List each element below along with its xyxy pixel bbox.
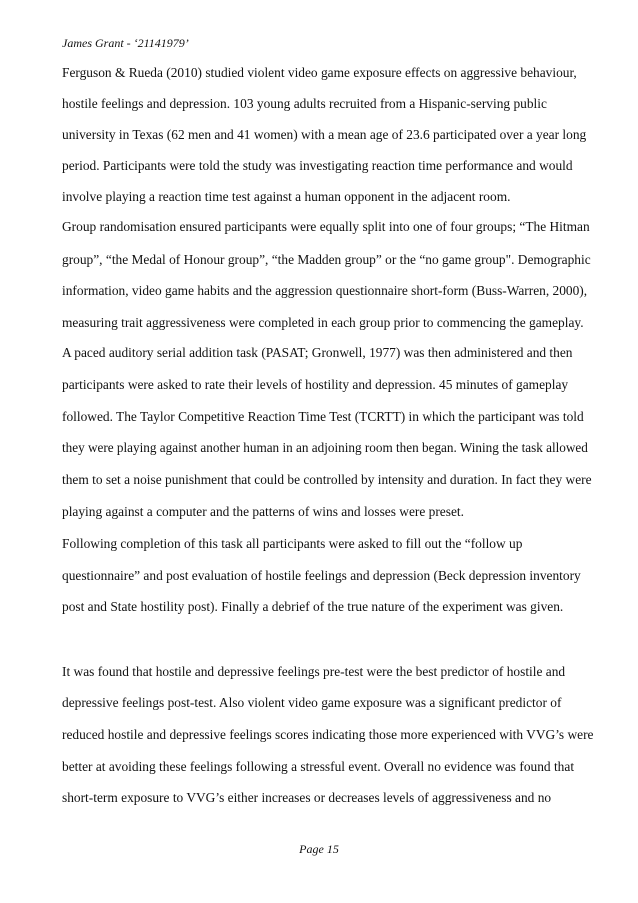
body-line: involve playing a reaction time test against a human opponent in the adjacent room. [62, 189, 511, 204]
body-line: better at avoiding these feelings following a stressful event. Overall no evidence was found that [62, 759, 575, 774]
body-line: post and State hostility post). Finally a debrief of the true nature of the experiment was given. [62, 599, 564, 614]
body-line: them to set a noise punishment that could be controlled by intensity and duration. In fact they were [62, 472, 592, 487]
body-line: period. Participants were told the study was investigating reaction time performance and would [62, 158, 573, 173]
body-line: information, video game habits and the aggression questionnaire short-form (Buss-Warren, 2000), [62, 283, 588, 298]
body-line: questionnaire” and post evaluation of hostile feelings and depression (Beck depression inventory [62, 568, 581, 583]
body-line: A paced auditory serial addition task (PASAT; Gronwell, 1977) was then administered and then [62, 345, 573, 360]
body-line: playing against a computer and the patterns of wins and losses were preset. [62, 504, 464, 519]
body-line: hostile feelings and depression. 103 young adults recruited from a Hispanic-serving public [62, 96, 547, 111]
body-line: group”, “the Medal of Honour group”, “the Madden group” or the “no game group". Demographic [62, 252, 591, 267]
body-line: Following completion of this task all participants were asked to fill out the “follow up [62, 536, 523, 551]
body-line: Ferguson & Rueda (2010) studied violent video game exposure effects on aggressive behaviour, [62, 65, 577, 80]
body-line: measuring trait aggressiveness were completed in each group prior to commencing the gameplay. [62, 315, 584, 330]
body-line: short-term exposure to VVG’s either increases or decreases levels of aggressiveness and no [62, 790, 552, 805]
body-line: university in Texas (62 men and 41 women) with a mean age of 23.6 participated over a year long [62, 127, 587, 142]
body-line: they were playing against another human in an adjoining room then began. Wining the task allowed [62, 440, 588, 455]
page-number: Page 15 [299, 842, 339, 856]
body-line: Group randomisation ensured participants were equally split into one of four groups; “The Hitman [62, 219, 590, 234]
body-line: followed. The Taylor Competitive Reaction Time Test (TCRTT) in which the participant was told [62, 409, 584, 424]
body-line: depressive feelings post-test. Also violent video game exposure was a significant predictor of [62, 695, 562, 710]
body-line: reduced hostile and depressive feelings scores indicating those more experienced with VVG’s were [62, 727, 594, 742]
running-header: James Grant - ‘21141979’ [62, 36, 189, 50]
body-line: participants were asked to rate their levels of hostility and depression. 45 minutes of gameplay [62, 377, 569, 392]
body-line: It was found that hostile and depressive feelings pre-test were the best predictor of hostile and [62, 664, 566, 679]
